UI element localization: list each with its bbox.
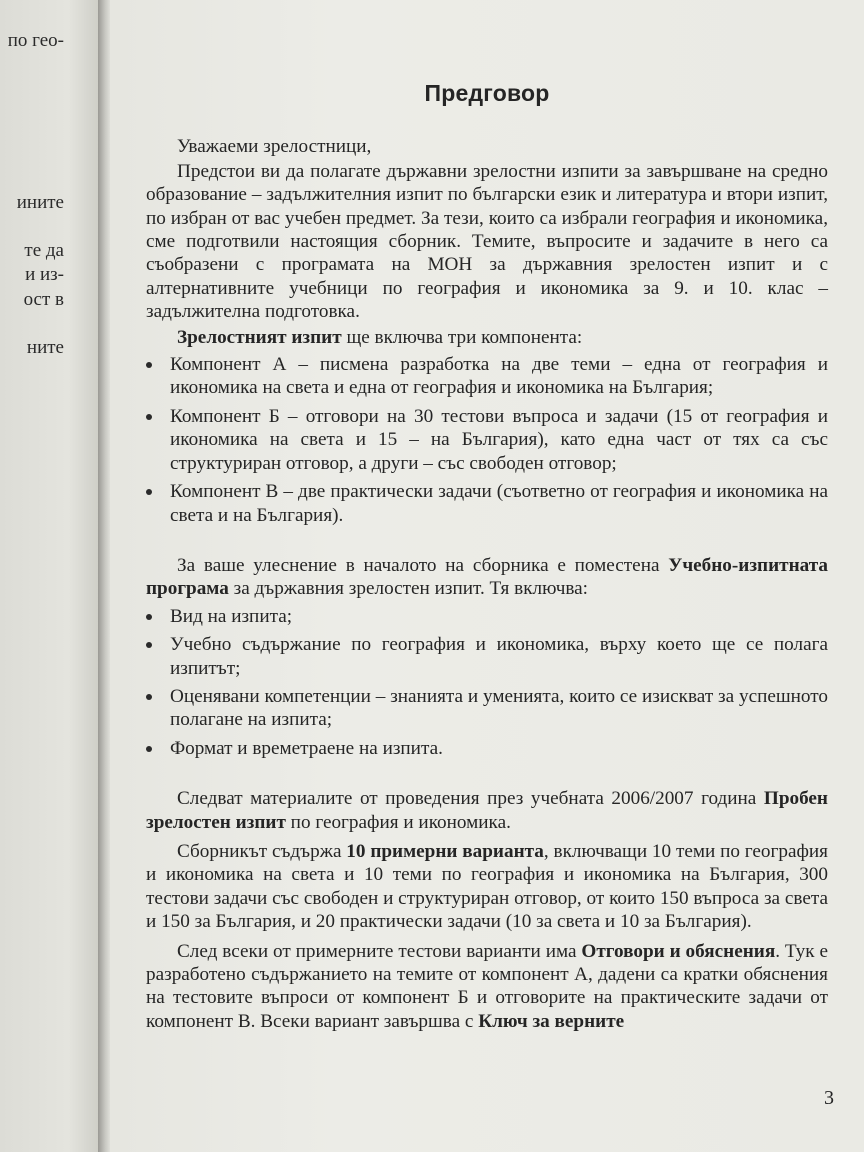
intro-paragraph: Предстои ви да полагате държавни зрелостни изпити за завършване на средно образование – задължителния изпит по български език и литература и втори изпит, по избран от вас учебен предмет. За тези, които са избрали география и икономика, сме подготвили настоящия сборник. Темите, въпросите и задачите в него са съобразени с програмата на МОН за държавния зрелостен изпит и с алтернативните учебници по география и икономика за 9. и 10. клас – задължителна подготовка. <box>146 160 828 323</box>
exam-rest: ще включва три компонента: <box>341 326 583 348</box>
left-page-fragment: те да <box>24 240 64 261</box>
page-number: 3 <box>824 1087 834 1109</box>
list-item <box>146 405 828 475</box>
exam-components-list <box>146 353 828 527</box>
left-page-fragment: ините <box>16 192 64 213</box>
program-items-list <box>146 605 828 760</box>
bullet-icon <box>146 746 152 752</box>
bullet-icon <box>146 642 152 648</box>
left-page-fragment: ните <box>26 337 64 358</box>
bullet-icon <box>146 362 152 368</box>
list-item-text: Формат и времетраене на изпита. <box>170 737 443 759</box>
page-title: Предговор <box>424 80 550 106</box>
collection-before: Сборникът съдържа <box>177 840 347 862</box>
list-item-text: Оценявани компетенции – знанията и уменията, които се изискват за успешното полагане на изпита; <box>170 685 828 731</box>
program-bold: Учебно-изпитната програма <box>146 554 828 600</box>
list-item <box>146 353 828 400</box>
answers-bold-2: Ключ за верните <box>478 1010 625 1032</box>
list-item <box>146 633 828 680</box>
trial-before: Следват материалите от проведения през учебната 2006/2007 година <box>177 788 764 810</box>
answers-paragraph <box>146 940 828 1034</box>
list-item-text: Компонент А – писмена разработка на две теми – една от география и икономика на света и една от география и икономика на България; <box>170 354 828 399</box>
program-before: За ваше улеснение в началото на сборника е поместена <box>177 554 669 576</box>
answers-middle: . Тук е разработено съдържанието на темите от компонент А, дадени са кратки обяснения на тестовите въпроси от компонент Б и отговорите на практическите задачи от компонент В. Всеки вариант завършва с <box>146 940 828 1032</box>
list-item-text: Вид на изпита; <box>170 605 293 627</box>
left-page-fragment: и из- <box>25 264 64 285</box>
greeting: Уважаеми зрелостници, <box>177 136 372 158</box>
list-item-text: Учебно съдържание по география и икономика, върху което ще се полага изпитът; <box>170 634 828 679</box>
left-page-fragment: по гео- <box>7 30 64 51</box>
trial-bold: Пробен зрелостен изпит <box>146 788 828 833</box>
answers-bold-1: Отговори и обяснения <box>581 940 776 962</box>
list-item-text: Компонент В – две практически задачи (съответно от география и икономика на света и на България). <box>170 481 828 526</box>
program-after: за държавния зрелостен изпит. Тя включва: <box>228 578 589 600</box>
program-paragraph <box>146 554 828 601</box>
left-page-fragment: ост в <box>23 289 64 310</box>
exam-bold: Зрелостният изпит <box>177 326 342 348</box>
trial-paragraph <box>146 787 828 834</box>
answers-before: След всеки от примерните тестови варианти има <box>177 940 582 962</box>
list-item <box>146 737 828 760</box>
bullet-icon <box>146 414 152 420</box>
bullet-icon <box>146 489 152 495</box>
book-page <box>110 0 864 1152</box>
page-content <box>146 82 828 1033</box>
trial-after: по география и икономика. <box>285 811 511 833</box>
bullet-icon <box>146 614 152 620</box>
collection-after: , включващи 10 теми по география и икономика на света и 10 теми по география и икономика на България, 300 тестови задачи със свободен и структуриран отговор, от които 150 въпроса за света и 150 за България, и 20 практически задачи (10 за света и 10 за България). <box>146 840 829 933</box>
exam-paragraph <box>146 326 828 349</box>
list-item <box>146 480 828 527</box>
left-page-edge <box>0 0 98 1152</box>
list-item-text: Компонент Б – отговори на 30 тестови въпроса и задачи (15 от география и икономика на света и 15 – на България), като една част от тях са със структуриран отговор, а други – със свободен отговор; <box>170 405 828 474</box>
bullet-icon <box>146 694 152 700</box>
collection-bold: 10 примерни варианта <box>346 840 544 862</box>
list-item <box>146 605 828 628</box>
book-gutter <box>98 0 110 1152</box>
collection-paragraph <box>146 840 828 934</box>
list-item <box>146 685 828 732</box>
